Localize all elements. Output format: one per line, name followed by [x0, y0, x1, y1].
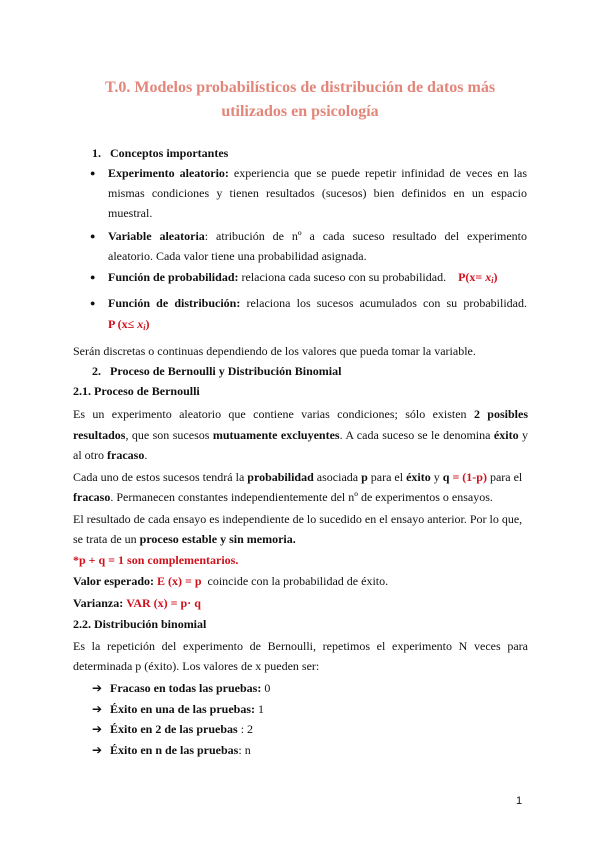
- s21-p2-line-1: [73, 468, 528, 487]
- bullet-3-line: [108, 268, 563, 290]
- list-item: [110, 700, 565, 719]
- valor-esperado-text: coincide con la probabilidad de éxito.: [207, 574, 389, 588]
- s21-p2-line-2: [73, 488, 528, 507]
- section-1-heading: [92, 144, 547, 163]
- list-item-value: : n: [238, 743, 251, 757]
- s21-p1-text-2a: , que son sucesos: [125, 428, 210, 442]
- valor-esperado-formula: E (x) = p: [157, 574, 202, 588]
- s21-p1-text-3a: al otro: [73, 448, 104, 462]
- bullet-3-formula-a: P(x=: [458, 270, 486, 284]
- s21-p2-bold-prob: probabilidad: [247, 470, 314, 484]
- s21-p1-bold-2: resultados: [73, 428, 126, 442]
- s21-p2-q: q: [442, 470, 450, 484]
- arrow-right-icon: ➔: [92, 681, 103, 695]
- page-number: 1: [516, 795, 523, 807]
- list-item: [110, 720, 565, 739]
- arrow-right-icon: ➔: [92, 702, 103, 716]
- valor-esperado-line: [73, 572, 528, 591]
- s21-p2-text-c: para el: [370, 470, 404, 484]
- s21-p3-line-2: [73, 530, 528, 549]
- bullet-1-text-1: experiencia que se puede repetir infinidad de veces en las: [233, 166, 527, 180]
- bullet-2-line-1: [108, 227, 527, 246]
- s21-p1-line-1: [73, 405, 528, 424]
- bullet-1-line-3: muestral.: [108, 206, 153, 220]
- s21-p1-line-2: [73, 426, 528, 445]
- section-2-number: 2.: [92, 364, 101, 378]
- bullet-3-formula-b: ): [493, 270, 498, 284]
- list-item-label: Éxito en una de las pruebas:: [110, 702, 256, 716]
- s22-p-line-2: determinada p (éxito). Los valores de x pueden ser:: [73, 659, 320, 673]
- list-item-value: 0: [261, 681, 271, 695]
- s21-p1-bold-3: mutuamente excluyentes: [212, 428, 340, 442]
- bullet-4-line-1: [108, 294, 527, 313]
- list-item-label: Fracaso en todas las pruebas:: [110, 681, 262, 695]
- bullet-2-label: Variable aleatoria: [108, 229, 205, 243]
- s22-p-line-1: Es la repetición del experimento de Bernoulli, repetimos el experimento N veces para: [73, 639, 528, 653]
- s21-p2-text-e: para el: [489, 470, 523, 484]
- bullet-2-line-2: aleatorio. Cada valor tiene una probabilidad asignada.: [108, 249, 367, 263]
- bullet-4-text: relaciona los sucesos acumulados con su probabilidad.: [246, 296, 527, 310]
- s21-p2-text-b: asociada: [316, 470, 359, 484]
- s21-p1-bold-1: 2 posibles: [473, 407, 528, 421]
- bullet-3-label: Función de probabilidad:: [108, 270, 239, 284]
- s21-p3-bold: proceso estable y sin memoria.: [139, 532, 296, 546]
- s21-p2-text-d: y: [433, 470, 440, 484]
- bullet-3-text: relaciona cada suceso con su probabilidad.: [241, 270, 447, 284]
- bullet-4-formula-sub: i: [143, 323, 146, 332]
- varianza-label: Varianza:: [73, 596, 124, 610]
- bullet-4-label: Función de distribución:: [108, 296, 241, 310]
- s21-p1-bold-5: fracaso: [107, 448, 145, 462]
- bullet-4-formula-b: ): [145, 317, 150, 331]
- list-item-label: Éxito en n de las pruebas: [110, 743, 239, 757]
- bullet-3-formula-sub: i: [491, 276, 494, 285]
- s21-p3-text: se trata de un: [73, 532, 137, 546]
- bullet-1-line-1: [108, 164, 527, 183]
- section-1-title: Conceptos importantes: [110, 146, 229, 160]
- arrow-right-icon: ➔: [92, 722, 103, 736]
- list-item: [110, 741, 565, 760]
- s21-p1-text-1: Es un experimento aleatorio que contiene varias condiciones; sólo existen: [73, 407, 467, 421]
- bullet-dot-icon: ●: [90, 168, 96, 178]
- varianza-formula: VAR (x) = p· q: [126, 596, 201, 610]
- bullet-dot-icon: ●: [90, 231, 96, 241]
- complement-note: *p + q = 1 son complementarios.: [73, 553, 239, 567]
- list-item-value: : 2: [237, 722, 254, 736]
- s21-p2-text-2: . Permanecen constantes independientemente del nº de experimentos o ensayos.: [110, 490, 493, 504]
- s21-p1-text-2c: y: [522, 428, 529, 442]
- s21-p1-text-3b: .: [144, 448, 148, 462]
- bullet-dot-icon: ●: [90, 272, 96, 282]
- list-item-label: Éxito en 2 de las pruebas: [110, 722, 238, 736]
- section-2-heading: [92, 362, 547, 381]
- bullet-3-formula-x: x: [485, 270, 492, 284]
- s21-p1-bold-4: éxito: [493, 428, 519, 442]
- s21-p2-p: p: [361, 470, 368, 484]
- list-item: [110, 679, 565, 698]
- bullet-4-line-2: [108, 315, 563, 337]
- subsection-2-2-heading: 2.2. Distribución binomial: [73, 617, 207, 631]
- bullet-4-formula-x: x: [137, 317, 144, 331]
- bullet-4-formula-a: P (x≤: [108, 317, 138, 331]
- document-title: T.0. Modelos probabilísticos de distribución de datos más utilizados en psicología: [104, 79, 496, 120]
- s21-p2-formula: = (1-p): [449, 470, 487, 484]
- s21-p2-exito: éxito: [406, 470, 431, 484]
- s21-p2-bold-fracaso: fracaso: [73, 490, 111, 504]
- s21-p2-text-a: Cada uno de estos sucesos tendrá la: [73, 470, 245, 484]
- s21-p1-line-3: [73, 446, 528, 465]
- bullet-dot-icon: ●: [90, 298, 96, 308]
- s21-p3-line-1: El resultado de cada ensayo es independiente de lo sucedido en el ensayo anterior. Por lo que,: [73, 512, 523, 526]
- valor-esperado-label: Valor esperado:: [73, 574, 154, 588]
- bullet-1-line-2: mismas condiciones y tienen resultados (sucesos) bien definidos en un espacio: [108, 186, 527, 200]
- list-item-value: 1: [255, 702, 265, 716]
- bullet-2-text-1: : atribución de nº a cada suceso resultado del experimento: [204, 229, 528, 243]
- paragraph-discretas: Serán discretas o continuas dependiendo de los valores que pueda tomar la variable.: [73, 344, 476, 358]
- subsection-2-1-heading: 2.1. Proceso de Bernoulli: [73, 384, 200, 398]
- bullet-1-label: Experimento aleatorio:: [108, 166, 229, 180]
- s21-p1-text-2b: . A cada suceso se le denomina: [339, 428, 491, 442]
- section-1-number: 1.: [92, 146, 101, 160]
- arrow-right-icon: ➔: [92, 743, 103, 757]
- section-2-title: Proceso de Bernoulli y Distribución Binomial: [110, 364, 342, 378]
- varianza-line: [73, 594, 528, 613]
